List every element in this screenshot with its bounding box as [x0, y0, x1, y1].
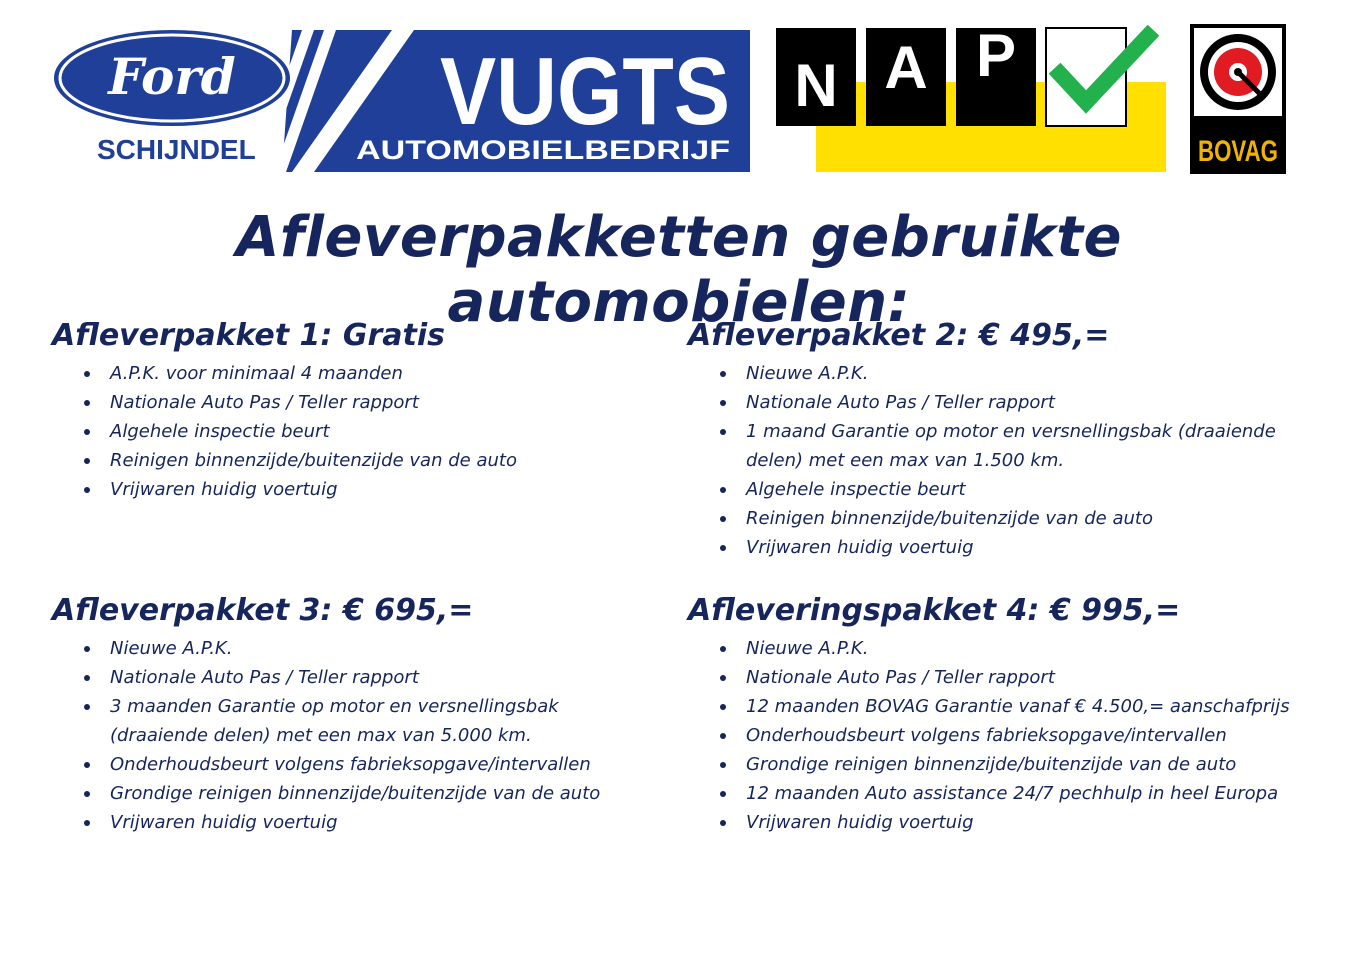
list-item: Grondige reinigen binnenzijde/buitenzijde van de auto — [688, 750, 1328, 779]
bullet-icon — [84, 458, 90, 464]
bullet-icon — [720, 371, 726, 377]
vugts-subtitle-text: AUTOMOBIELBEDRIJF — [356, 135, 730, 165]
bullet-icon — [720, 820, 726, 826]
list-item: 3 maanden Garantie op motor en versnellingsbak (draaiende delen) met een max van 5.000 km. — [52, 692, 662, 750]
bullet-icon — [84, 704, 90, 710]
package-2 — [688, 316, 1328, 562]
bullet-icon — [720, 791, 726, 797]
list-item: Nationale Auto Pas / Teller rapport — [688, 388, 1328, 417]
bullet-icon — [84, 646, 90, 652]
bovag-logo — [1190, 24, 1286, 174]
bullet-icon — [720, 516, 726, 522]
nap-letter-n: N — [794, 52, 838, 119]
nap-letter-p: P — [975, 22, 1017, 89]
bullet-icon — [84, 429, 90, 435]
list-item: Algehele inspectie beurt — [52, 417, 662, 446]
list-item: Nationale Auto Pas / Teller rapport — [688, 663, 1328, 692]
package-heading: Afleverpakket 2: € 495,= — [688, 318, 1110, 353]
list-item: 12 maanden Auto assistance 24/7 pechhulp in heel Europa — [688, 779, 1328, 808]
package-item-list — [688, 634, 1328, 837]
nap-logo — [776, 22, 1168, 174]
list-item: Reinigen binnenzijde/buitenzijde van de auto — [688, 504, 1328, 533]
list-item: Nieuwe A.P.K. — [688, 359, 1328, 388]
bullet-icon — [84, 762, 90, 768]
list-item: Nieuwe A.P.K. — [688, 634, 1328, 663]
list-item: Vrijwaren huidig voertuig — [52, 475, 662, 504]
bullet-icon — [720, 733, 726, 739]
list-item: 1 maand Garantie op motor en versnellingsbak (draaiende delen) met een max van 1.500 km. — [688, 417, 1328, 475]
bullet-icon — [720, 429, 726, 435]
bullet-icon — [84, 820, 90, 826]
bullet-icon — [720, 400, 726, 406]
package-4 — [688, 591, 1328, 837]
bullet-icon — [720, 762, 726, 768]
list-item: 12 maanden BOVAG Garantie vanaf € 4.500,= aanschafprijs — [688, 692, 1328, 721]
bullet-icon — [84, 675, 90, 681]
list-item: Grondige reinigen binnenzijde/buitenzijde van de auto — [52, 779, 662, 808]
package-item-list — [52, 634, 662, 837]
bullet-icon — [720, 487, 726, 493]
list-item: Vrijwaren huidig voertuig — [688, 533, 1328, 562]
list-item: Nationale Auto Pas / Teller rapport — [52, 388, 662, 417]
package-3 — [52, 591, 662, 837]
bullet-icon — [84, 400, 90, 406]
bullet-icon — [720, 646, 726, 652]
bovag-text: BOVAG — [1198, 135, 1278, 168]
package-heading: Afleveringspakket 4: € 995,= — [688, 593, 1181, 628]
list-item: Algehele inspectie beurt — [688, 475, 1328, 504]
bullet-icon — [720, 675, 726, 681]
ford-location-text: SCHIJNDEL — [97, 134, 256, 165]
list-item: Nationale Auto Pas / Teller rapport — [52, 663, 662, 692]
package-heading: Afleverpakket 3: € 695,= — [52, 593, 474, 628]
bullet-icon — [720, 704, 726, 710]
list-item: Reinigen binnenzijde/buitenzijde van de auto — [52, 446, 662, 475]
list-item: A.P.K. voor minimaal 4 maanden — [52, 359, 662, 388]
list-item: Vrijwaren huidig voertuig — [52, 808, 662, 837]
package-1 — [52, 316, 662, 504]
package-heading: Afleverpakket 1: Gratis — [52, 318, 446, 353]
package-item-list — [52, 359, 662, 504]
list-item: Onderhoudsbeurt volgens fabrieksopgave/intervallen — [52, 750, 662, 779]
ford-script-text: Ford — [108, 47, 236, 106]
ford-vugts-logo — [52, 28, 750, 174]
package-item-list — [688, 359, 1328, 562]
bullet-icon — [84, 791, 90, 797]
page-title: Afleverpakketten gebruikte automobielen: — [235, 205, 1123, 335]
bullet-icon — [720, 545, 726, 551]
list-item: Nieuwe A.P.K. — [52, 634, 662, 663]
list-item: Vrijwaren huidig voertuig — [688, 808, 1328, 837]
vugts-name-text: VUGTS — [440, 38, 730, 145]
nap-letter-a: A — [884, 34, 928, 101]
bullet-icon — [84, 371, 90, 377]
bullet-icon — [84, 487, 90, 493]
list-item: Onderhoudsbeurt volgens fabrieksopgave/intervallen — [688, 721, 1328, 750]
